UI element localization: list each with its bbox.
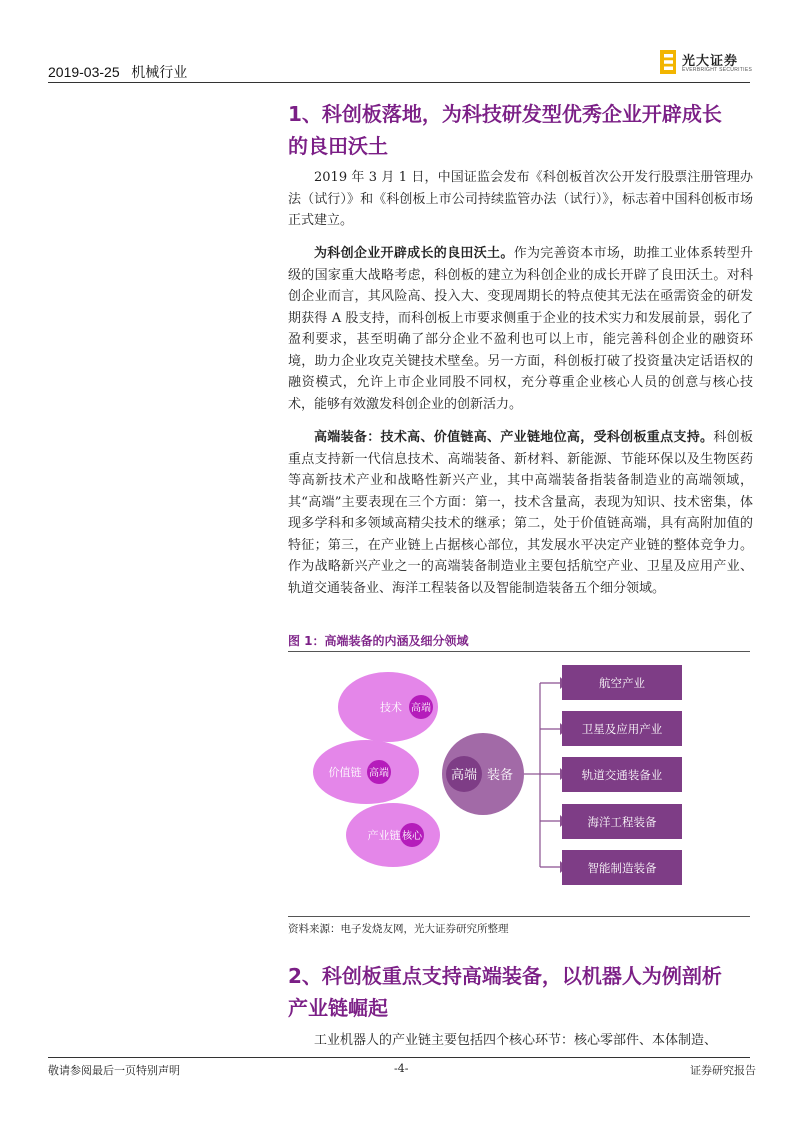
- box-rail-transit-label: 轨道交通装备业: [581, 768, 663, 782]
- section2-paragraph-1: 工业机器人的产业链主要包括四个核心环节：核心零部件、本体制造、: [314, 1033, 718, 1048]
- box-intelligent-manufacturing-label: 智能制造装备: [587, 861, 657, 875]
- circle-technology-tag: 高端: [411, 703, 431, 714]
- section1-title-line2: 的良田沃土: [288, 134, 388, 158]
- box-aviation-label: 航空产业: [599, 676, 645, 690]
- circle-industry-chain-label: 产业链: [367, 829, 401, 842]
- section1-title: [288, 98, 753, 162]
- footer-disclaimer-link[interactable]: 敬请参阅最后一页特别声明: [48, 1064, 180, 1077]
- box-rail-transit: [562, 757, 682, 792]
- section1-paragraph-2: [288, 243, 753, 415]
- figure-title: 图 1：高端装备的内涵及细分领域: [288, 634, 469, 648]
- circle-technology-label: 技术: [380, 701, 402, 714]
- high-end-equipment-diagram: [288, 655, 750, 913]
- figure-rule-bottom: [288, 916, 750, 917]
- logo-mark-icon: [660, 50, 676, 74]
- box-intelligent-manufacturing: [562, 850, 682, 885]
- section1-title-line1: 1、科创板落地，为科技研发型优秀企业开辟成长: [288, 102, 722, 126]
- section1-paragraph-1: 2019 年 3 月 1 日，中国证监会发布《科创板首次公开发行股票注册管理办法（试行）》和《科创板上市公司持续监管办法（试行）》，标志着中国科创板市场正式建立。: [288, 170, 753, 228]
- circle-value-chain: [313, 740, 419, 804]
- circle-industry-chain: [346, 803, 440, 867]
- box-ocean-engineering-label: 海洋工程装备: [587, 815, 657, 829]
- circle-industry-chain-tag: 核心: [402, 831, 422, 842]
- box-ocean-engineering: [562, 804, 682, 839]
- paragraph-2-lead: 为科创企业开辟成长的良田沃土。: [314, 246, 514, 261]
- section2-title: [288, 960, 753, 1024]
- footer-report-type: 证券研究报告: [690, 1064, 756, 1077]
- footer-page-number: -4-: [394, 1062, 409, 1075]
- box-satellite-label: 卫星及应用产业: [581, 722, 663, 736]
- section2-title-line2: 产业链崛起: [288, 996, 388, 1020]
- figure-source: 资料来源：电子发烧友网，光大证券研究所整理: [288, 923, 509, 935]
- center-high-end-equipment: [442, 733, 524, 815]
- company-logo: [660, 50, 755, 78]
- box-aviation: [562, 665, 682, 700]
- section2-title-line1: 2、科创板重点支持高端装备，以机器人为例剖析: [288, 964, 722, 988]
- box-satellite: [562, 711, 682, 746]
- circle-technology: [338, 672, 438, 742]
- figure-rule-top: [288, 651, 750, 652]
- logo-text-cn: 光大证券: [682, 54, 739, 69]
- logo-text-en: EVERBRIGHT SECURITIES: [682, 67, 753, 73]
- paragraph-3-lead: 高端装备：技术高、价值链高、产业链地位高，受科创板重点支持。: [314, 430, 714, 445]
- footer-rule: [48, 1057, 750, 1058]
- circle-value-chain-tag: 高端: [369, 768, 389, 779]
- circle-value-chain-label: 价值链: [328, 766, 362, 779]
- center-label-left: 高端: [450, 768, 478, 783]
- section1-paragraph-3: [288, 427, 753, 599]
- diagram-connectors: [524, 683, 560, 867]
- paragraph-2-body: 作为完善资本市场，助推工业体系转型升级的国家重大战略考虑，科创板的建立为科创企业的成长开辟了良田沃土。对科创企业而言，其风险高、投入大、变现周期长的特点使其无法在亟需资金的研发期获得 A 股支持，而科创板上市要求侧重于企业的技术实力和发展前景，弱化了盈利要求，甚至明确了部分企业不盈利也可以上市，能完善科创企业的融资环境，助力企业攻克关键技术壁垒。另一方面，科创板打破了投资量决定话语权的融资模式，允许上市企业同股不同权，充分尊重企业核心人员的创意与核心技术，能够有效激发科创企业的创新活力。: [288, 246, 753, 412]
- paragraph-3-body: 科创板重点支持新一代信息技术、高端装备、新材料、新能源、节能环保以及生物医药等高新技术产业和战略性新兴产业，其中高端装备指装备制造业的高端领域，其“高端”主要表现在三个方面：第一，技术含量高，表现为知识、技术密集，体现多学科和多领域高精尖技术的继承；第二，处于价值链高端，具有高附加值的特征；第三，在产业链上占据核心部位，其发展水平决定产业链的整体竞争力。作为战略新兴产业之一的高端装备制造业主要包括航空产业、卫星及应用产业、轨道交通装备业、海洋工程装备以及智能制造装备五个细分领域。: [288, 430, 753, 596]
- center-label-right: 装备: [486, 768, 514, 783]
- header-rule: [48, 82, 750, 83]
- header-date-category: 2019-03-25 机械行业: [48, 64, 188, 80]
